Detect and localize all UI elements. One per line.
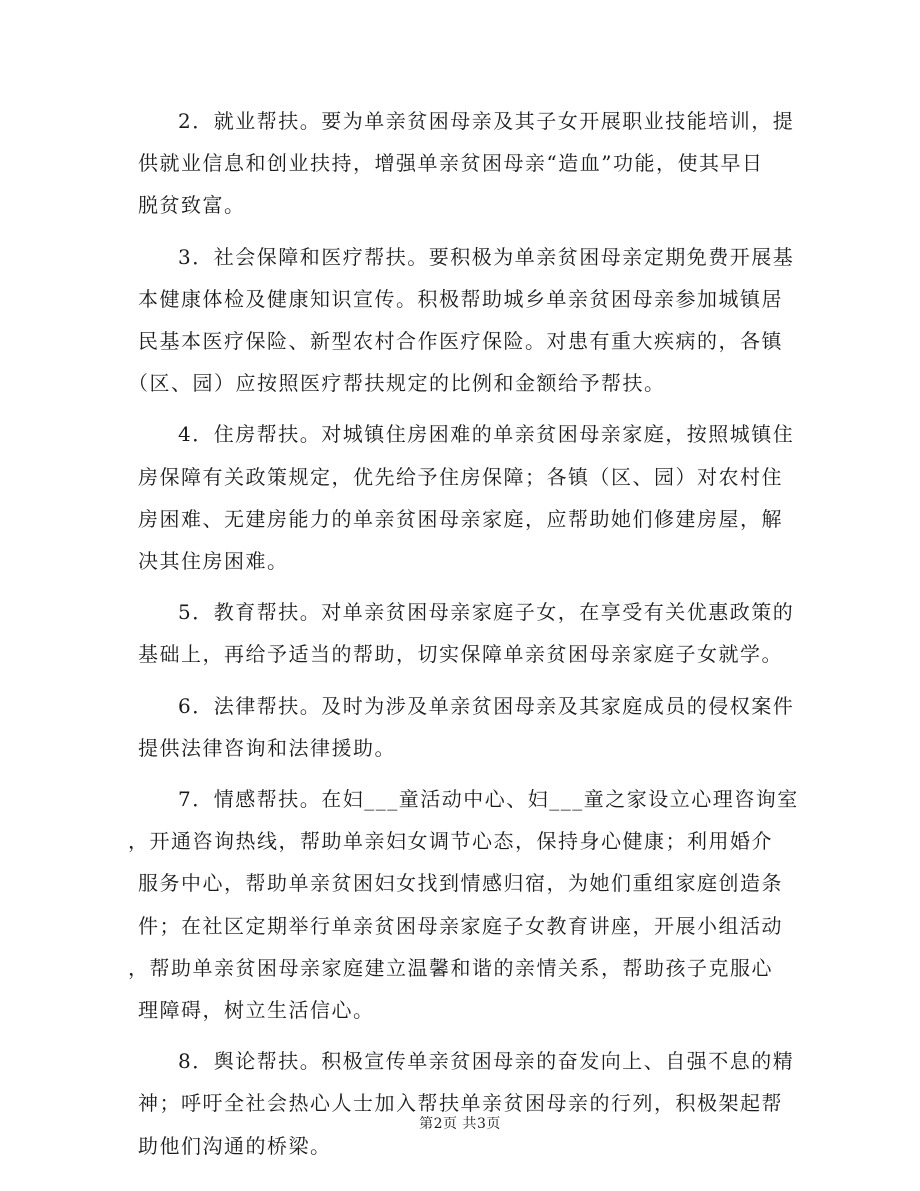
paragraph-legal-support [138,685,795,769]
text-line: ，帮助单亲贫困母亲家庭建立温馨和谐的亲情关系，帮助孩子克服心 [128,955,773,980]
paragraph-housing-support [138,413,795,582]
text-line: ，开通咨询热线，帮助单亲妇女调节心态，保持身心健康；利用婚介 [128,829,773,854]
paragraph-employment-support [138,100,795,227]
text-line: 3．社会保障和医疗帮扶。要积极为单亲贫困母亲定期免费开展基 [178,244,795,269]
document-body [128,100,799,1167]
text-line: 基础上，再给予适当的帮助，切实保障单亲贫困母亲家庭子女就学。 [138,642,783,667]
text-line: 件；在社区定期举行单亲贫困母亲家庭子女教育讲座，开展小组活动 [138,913,783,938]
text-line: 5．教育帮扶。对单亲贫困母亲家庭子女，在享受有关优惠政策的 [178,600,795,625]
text-line: 8．舆论帮扶。积极宣传单亲贫困母亲的奋发向上、自强不息的精 [178,1049,795,1074]
paragraph-education-support [138,591,795,675]
text-line: 神；呼吁全社会热心人士加入帮扶单亲贫困母亲的行列，积极架起帮 [138,1091,783,1116]
text-line: 7．情感帮扶。在妇___童活动中心、妇___童之家设立心理咨询室 [178,787,799,812]
text-line: 理障碍，树立生活信心。 [138,998,375,1023]
text-line: 房保障有关政策规定，优先给予住房保障；各镇（区、园）对农村住 [138,464,783,489]
text-line: 6．法律帮扶。及时为涉及单亲贫困母亲及其家庭成员的侵权案件 [178,693,795,718]
paragraph-emotional-support [128,778,799,1031]
text-line: 4．住房帮扶。对城镇住房困难的单亲贫困母亲家庭，按照城镇住 [178,422,795,447]
text-line: 提供法律咨询和法律援助。 [138,735,396,760]
text-line: 房困难、无建房能力的单亲贫困母亲家庭，应帮助她们修建房屋，解 [138,506,783,531]
paragraph-social-medical-support [128,236,795,405]
paragraph-public-opinion-support [138,1040,795,1167]
text-line: 脱贫致富。 [138,193,246,218]
page-number-footer: 第2页 共3页 [419,1116,501,1132]
text-line: 服务中心，帮助单亲贫困妇女找到情感归宿，为她们重组家庭创造条 [138,871,783,896]
text-line: 2．就业帮扶。要为单亲贫困母亲及其子女开展职业技能培训，提 [178,109,795,133]
text-line: 本健康体检及健康知识宣传。积极帮助城乡单亲贫困母亲参加城镇居 [138,286,783,311]
text-line: 助他们沟通的桥梁。 [138,1133,332,1158]
text-line: 决其住房困难。 [138,549,289,574]
text-line: （区、园）应按照医疗帮扶规定的比例和金额给予帮扶。 [128,371,666,396]
text-line: 民基本医疗保险、新型农村合作医疗保险。对患有重大疾病的，各镇 [138,329,783,354]
text-line: 供就业信息和创业扶持，增强单亲贫困母亲“造血”功能，使其早日 [138,151,764,176]
